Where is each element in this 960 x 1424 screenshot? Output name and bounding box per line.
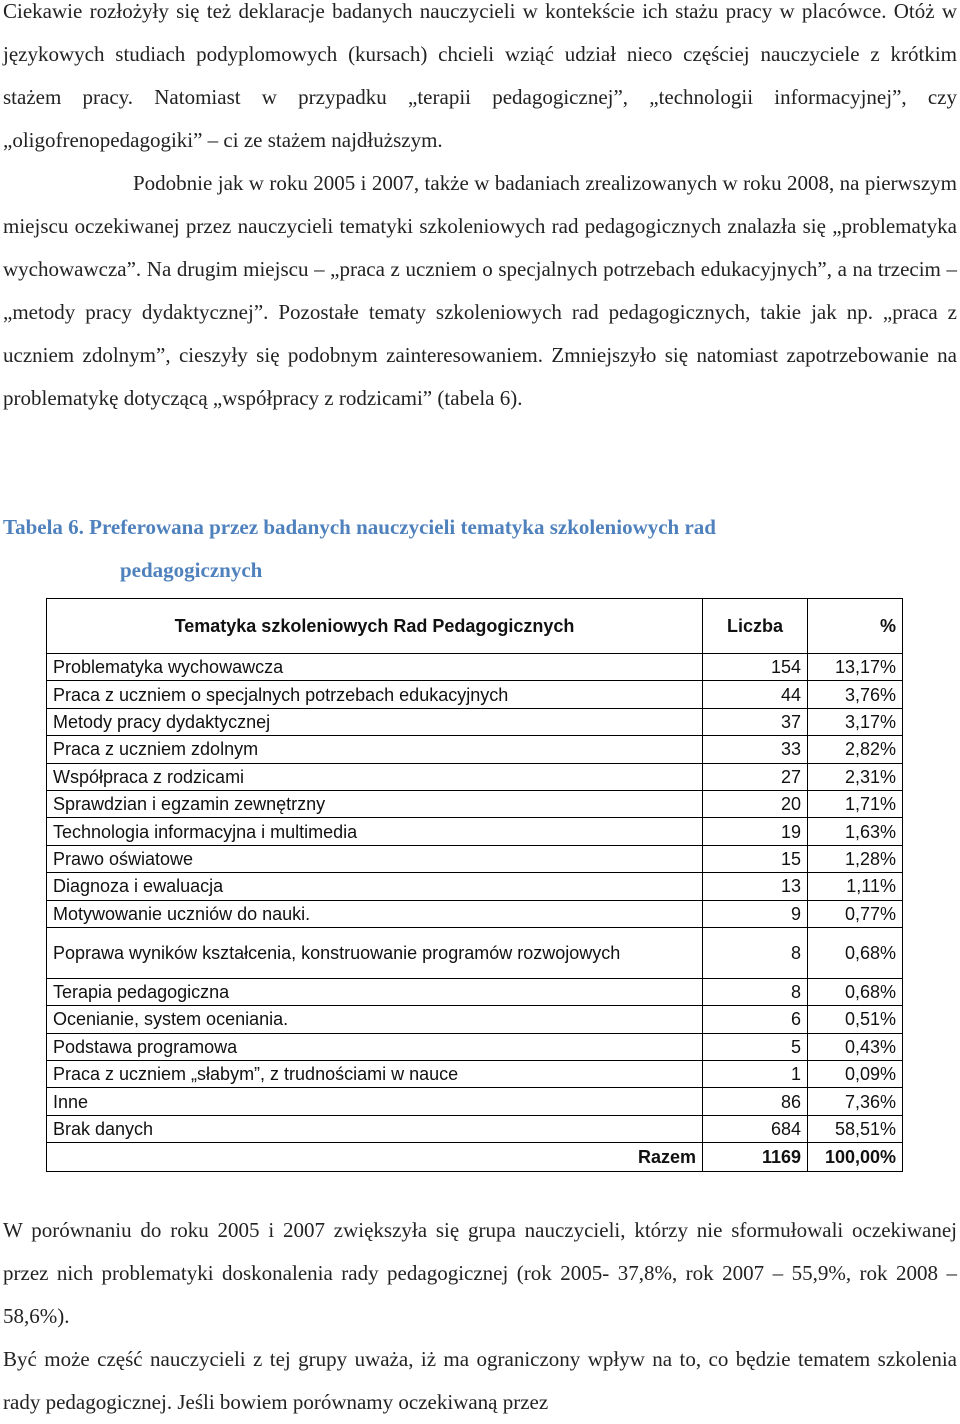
row-count: 33 [703,736,808,763]
row-topic: Terapia pedagogiczna [47,978,703,1005]
row-topic: Brak danych [47,1115,703,1142]
row-percent: 1,11% [808,873,903,900]
row-topic: Motywowanie uczniów do nauki. [47,900,703,927]
intro-block [0,0,960,420]
row-percent: 0,77% [808,900,903,927]
row-percent: 3,76% [808,681,903,708]
table-row [47,900,903,927]
row-topic: Podstawa programowa [47,1033,703,1060]
row-count: 15 [703,845,808,872]
table-row [47,1088,903,1115]
row-count: 154 [703,654,808,681]
table-row [47,845,903,872]
row-topic: Problematyka wychowawcza [47,654,703,681]
paragraph-influence: Być może część nauczycieli z tej grupy uważa, iż ma ograniczony wpływ na to, co będzie tematem szkolenia rady pedagogicznej. Jeśli bowiem porównamy oczekiwaną przez [3,1347,957,1414]
row-percent: 1,28% [808,845,903,872]
row-percent: 1,63% [808,818,903,845]
table-row [47,1061,903,1088]
row-topic: Praca z uczniem zdolnym [47,736,703,763]
table-row [47,654,903,681]
row-percent: 0,09% [808,1061,903,1088]
row-percent: 58,51% [808,1115,903,1142]
table-header-row [47,599,903,654]
row-topic: Ocenianie, system oceniania. [47,1006,703,1033]
total-label: Razem [47,1143,703,1172]
row-count: 684 [703,1115,808,1142]
row-count: 86 [703,1088,808,1115]
table-row [47,978,903,1005]
caption-line-1: Tabela 6. Preferowana przez badanych nauczycieli tematyka szkoleniowych rad [3,515,716,539]
row-count: 1 [703,1061,808,1088]
row-percent: 13,17% [808,654,903,681]
table-row [47,790,903,817]
table-row [47,763,903,790]
table-caption [0,506,960,592]
header-topic: Tematyka szkoleniowych Rad Pedagogicznych [47,599,703,654]
row-percent: 7,36% [808,1088,903,1115]
row-topic: Metody pracy dydaktycznej [47,708,703,735]
row-count: 6 [703,1006,808,1033]
row-count: 13 [703,873,808,900]
header-percent: % [808,599,903,654]
row-topic: Inne [47,1088,703,1115]
row-percent: 0,51% [808,1006,903,1033]
table-row [47,873,903,900]
total-count: 1169 [703,1143,808,1172]
row-count: 20 [703,790,808,817]
paragraph-comparison: W porównaniu do roku 2005 i 2007 zwiększyła się grupa nauczycieli, którzy nie sformułowali oczekiwanej przez nich problematyki doskonalenia rady pedagogicznej (rok 2005- 37,8%, rok 2007 – 55,9%, rok 2008 – 58,6%). [3,1218,957,1328]
row-count: 8 [703,978,808,1005]
row-topic: Prawo oświatowe [47,845,703,872]
row-count: 19 [703,818,808,845]
row-count: 8 [703,927,808,978]
row-topic: Poprawa wyników kształcenia, konstruowanie programów rozwojowych [47,927,703,978]
table-row [47,681,903,708]
table-row [47,736,903,763]
row-percent: 0,43% [808,1033,903,1060]
table-row [47,1006,903,1033]
row-count: 44 [703,681,808,708]
row-count: 37 [703,708,808,735]
table-row [47,708,903,735]
table-row [47,1033,903,1060]
paragraph-topics: Podobnie jak w roku 2005 i 2007, także w badaniach zrealizowanych w roku 2008, na pierwszym miejscu oczekiwanej przez nauczycieli tematyki szkoleniowych rad pedagogicznych znalazła się „problematyka wychowawcza”. Na drugim miejscu – „praca z uczniem o specjalnych potrzebach edukacyjnych”, a na trzecim – „metody pracy dydaktycznej”. Pozostałe tematy szkoleniowych rad pedagogicznych, takie jak np. „praca z uczniem zdolnym”, cieszyły się podobnym zainteresowaniem. Zmniejszyło się natomiast zapotrzebowanie na problematykę dotyczącą „współpracy z rodzicami” (tabela 6). [3,171,957,410]
row-topic: Współpraca z rodzicami [47,763,703,790]
paragraph-seniority: Ciekawie rozłożyły się też deklaracje badanych nauczycieli w kontekście ich stażu pracy w placówce. Otóż w językowych studiach podyplomowych (kursach) chcieli wziąć udział nieco częściej nauczyciele z krótkim stażem pracy. Natomiast w przypadku „terapii pedagogicznej”, „technologii informacyjnej”, czy „oligofrenopedagogiki” – ci ze stażem najdłuższym. [3,0,957,152]
row-percent: 3,17% [808,708,903,735]
total-percent: 100,00% [808,1143,903,1172]
row-topic: Praca z uczniem „słabym”, z trudnościami w nauce [47,1061,703,1088]
table-row [47,818,903,845]
topics-table-wrapper [46,598,903,1172]
table-row [47,1115,903,1142]
row-percent: 1,71% [808,790,903,817]
row-percent: 0,68% [808,927,903,978]
row-percent: 2,82% [808,736,903,763]
row-topic: Technologia informacyjna i multimedia [47,818,703,845]
table-total-row [47,1143,903,1172]
row-percent: 0,68% [808,978,903,1005]
row-topic: Sprawdzian i egzamin zewnętrzny [47,790,703,817]
outro-block [0,1209,960,1424]
row-count: 5 [703,1033,808,1060]
topics-table [46,598,903,1172]
row-count: 27 [703,763,808,790]
row-topic: Praca z uczniem o specjalnych potrzebach edukacyjnych [47,681,703,708]
row-percent: 2,31% [808,763,903,790]
caption-line-2: pedagogicznych [120,558,263,582]
table-row [47,927,903,978]
row-topic: Diagnoza i ewaluacja [47,873,703,900]
row-count: 9 [703,900,808,927]
header-count: Liczba [703,599,808,654]
